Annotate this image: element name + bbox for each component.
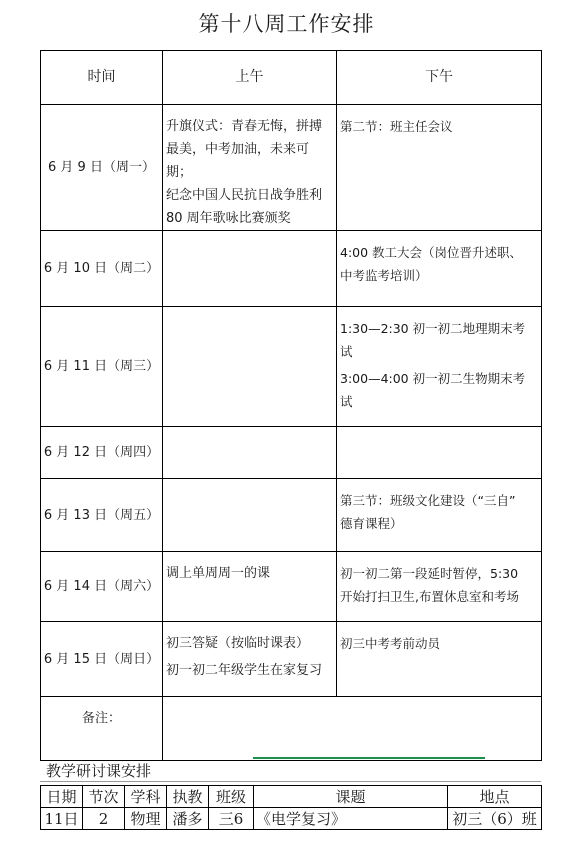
day-cell: 6 月 12 日（周四）: [41, 427, 163, 479]
table-row: [41, 231, 542, 307]
afternoon-cell: [337, 307, 542, 427]
table-row: [41, 105, 542, 231]
cell-line: 升旗仪式：青春无悔，拼搏: [166, 119, 323, 134]
cell-class: 三6: [209, 808, 254, 830]
header-period: 节次: [83, 786, 125, 808]
header-teacher: 执教: [167, 786, 209, 808]
afternoon-cell: [337, 427, 542, 479]
cell-line: 纪念中国人民抗日战争胜利: [166, 188, 323, 203]
day-cell: 6 月 10 日（周二）: [41, 231, 163, 307]
research-header-row: [41, 786, 542, 808]
header-afternoon: 下午: [337, 51, 542, 105]
cell-line: 中考监考培训）: [340, 268, 428, 283]
cell-line: 1:30—2:30 初一初二地理期末考: [340, 321, 526, 336]
cell-line: 第二节：班主任会议: [340, 119, 453, 134]
cell-line: 初一初二年级学生在家复习: [166, 663, 323, 678]
morning-cell: [163, 552, 337, 622]
morning-cell: [163, 427, 337, 479]
cell-selection-border: [253, 757, 485, 759]
afternoon-cell: [337, 552, 542, 622]
cell-line: 试: [340, 344, 353, 359]
table-row: [41, 808, 542, 830]
cell-date: 11日: [41, 808, 83, 830]
morning-cell: [163, 231, 337, 307]
header-location: 地点: [448, 786, 542, 808]
day-cell: 6 月 15 日（周日）: [41, 622, 163, 697]
header-time: 时间: [41, 51, 163, 105]
header-subject: 学科: [125, 786, 167, 808]
cell-topic: 《电学复习》: [254, 808, 448, 830]
day-cell: 6 月 9 日（周一）: [41, 105, 163, 231]
divider: [40, 781, 541, 782]
cell-line: 3:00—4:00 初一初二生物期末考: [340, 371, 526, 386]
header-date: 日期: [41, 786, 83, 808]
day-cell: 6 月 14 日（周六）: [41, 552, 163, 622]
table-header-row: [41, 51, 542, 105]
page-title: 第十八周工作安排: [198, 12, 375, 36]
cell-line: 初三中考考前动员: [340, 636, 441, 651]
research-lesson-section: [40, 752, 541, 845]
cell-teacher: 潘多: [167, 808, 209, 830]
afternoon-cell: [337, 105, 542, 231]
cell-line: 80 周年歌咏比赛颁奖: [166, 211, 291, 226]
cell-line: 4:00 教工大会（岗位晋升述职、: [340, 245, 523, 260]
cell-line: 调上单周周一的课: [166, 566, 271, 581]
table-row: [41, 479, 542, 552]
cell-line: 最美，中考加油，未来可期；: [166, 142, 310, 180]
notes-cell: [163, 697, 542, 761]
cell-line: 德育课程）: [340, 516, 403, 531]
schedule-table: [40, 50, 542, 761]
day-cell: 6 月 11 日（周三）: [41, 307, 163, 427]
header-class: 班级: [209, 786, 254, 808]
afternoon-cell: [337, 479, 542, 552]
research-caption: 教学研讨课安排: [46, 762, 152, 780]
table-row: [41, 552, 542, 622]
cell-line: 第三节：班级文化建设（“三自”: [340, 493, 516, 508]
cell-line: 初一初二第一段延时暂停，5:30: [340, 566, 519, 581]
header-topic: 课题: [254, 786, 448, 808]
cell-line: 试: [340, 394, 353, 409]
afternoon-cell: [337, 231, 542, 307]
cell-line: 初三答疑（按临时课表）: [166, 636, 310, 651]
morning-cell: [163, 479, 337, 552]
day-cell: 6 月 13 日（周五）: [41, 479, 163, 552]
notes-label: 备注：: [41, 697, 163, 761]
cell-line: 开始打扫卫生,布置休息室和考场: [340, 589, 519, 604]
table-row: [41, 622, 542, 697]
morning-cell: [163, 105, 337, 231]
morning-cell: [163, 622, 337, 697]
table-row: [41, 427, 542, 479]
cell-subject: 物理: [125, 808, 167, 830]
notes-row: [41, 697, 542, 761]
header-morning: 上午: [163, 51, 337, 105]
table-row: [41, 307, 542, 427]
research-table: [40, 785, 542, 830]
afternoon-cell: [337, 622, 542, 697]
morning-cell: [163, 307, 337, 427]
cell-period: 2: [83, 808, 125, 830]
cell-location: 初三（6）班: [448, 808, 542, 830]
